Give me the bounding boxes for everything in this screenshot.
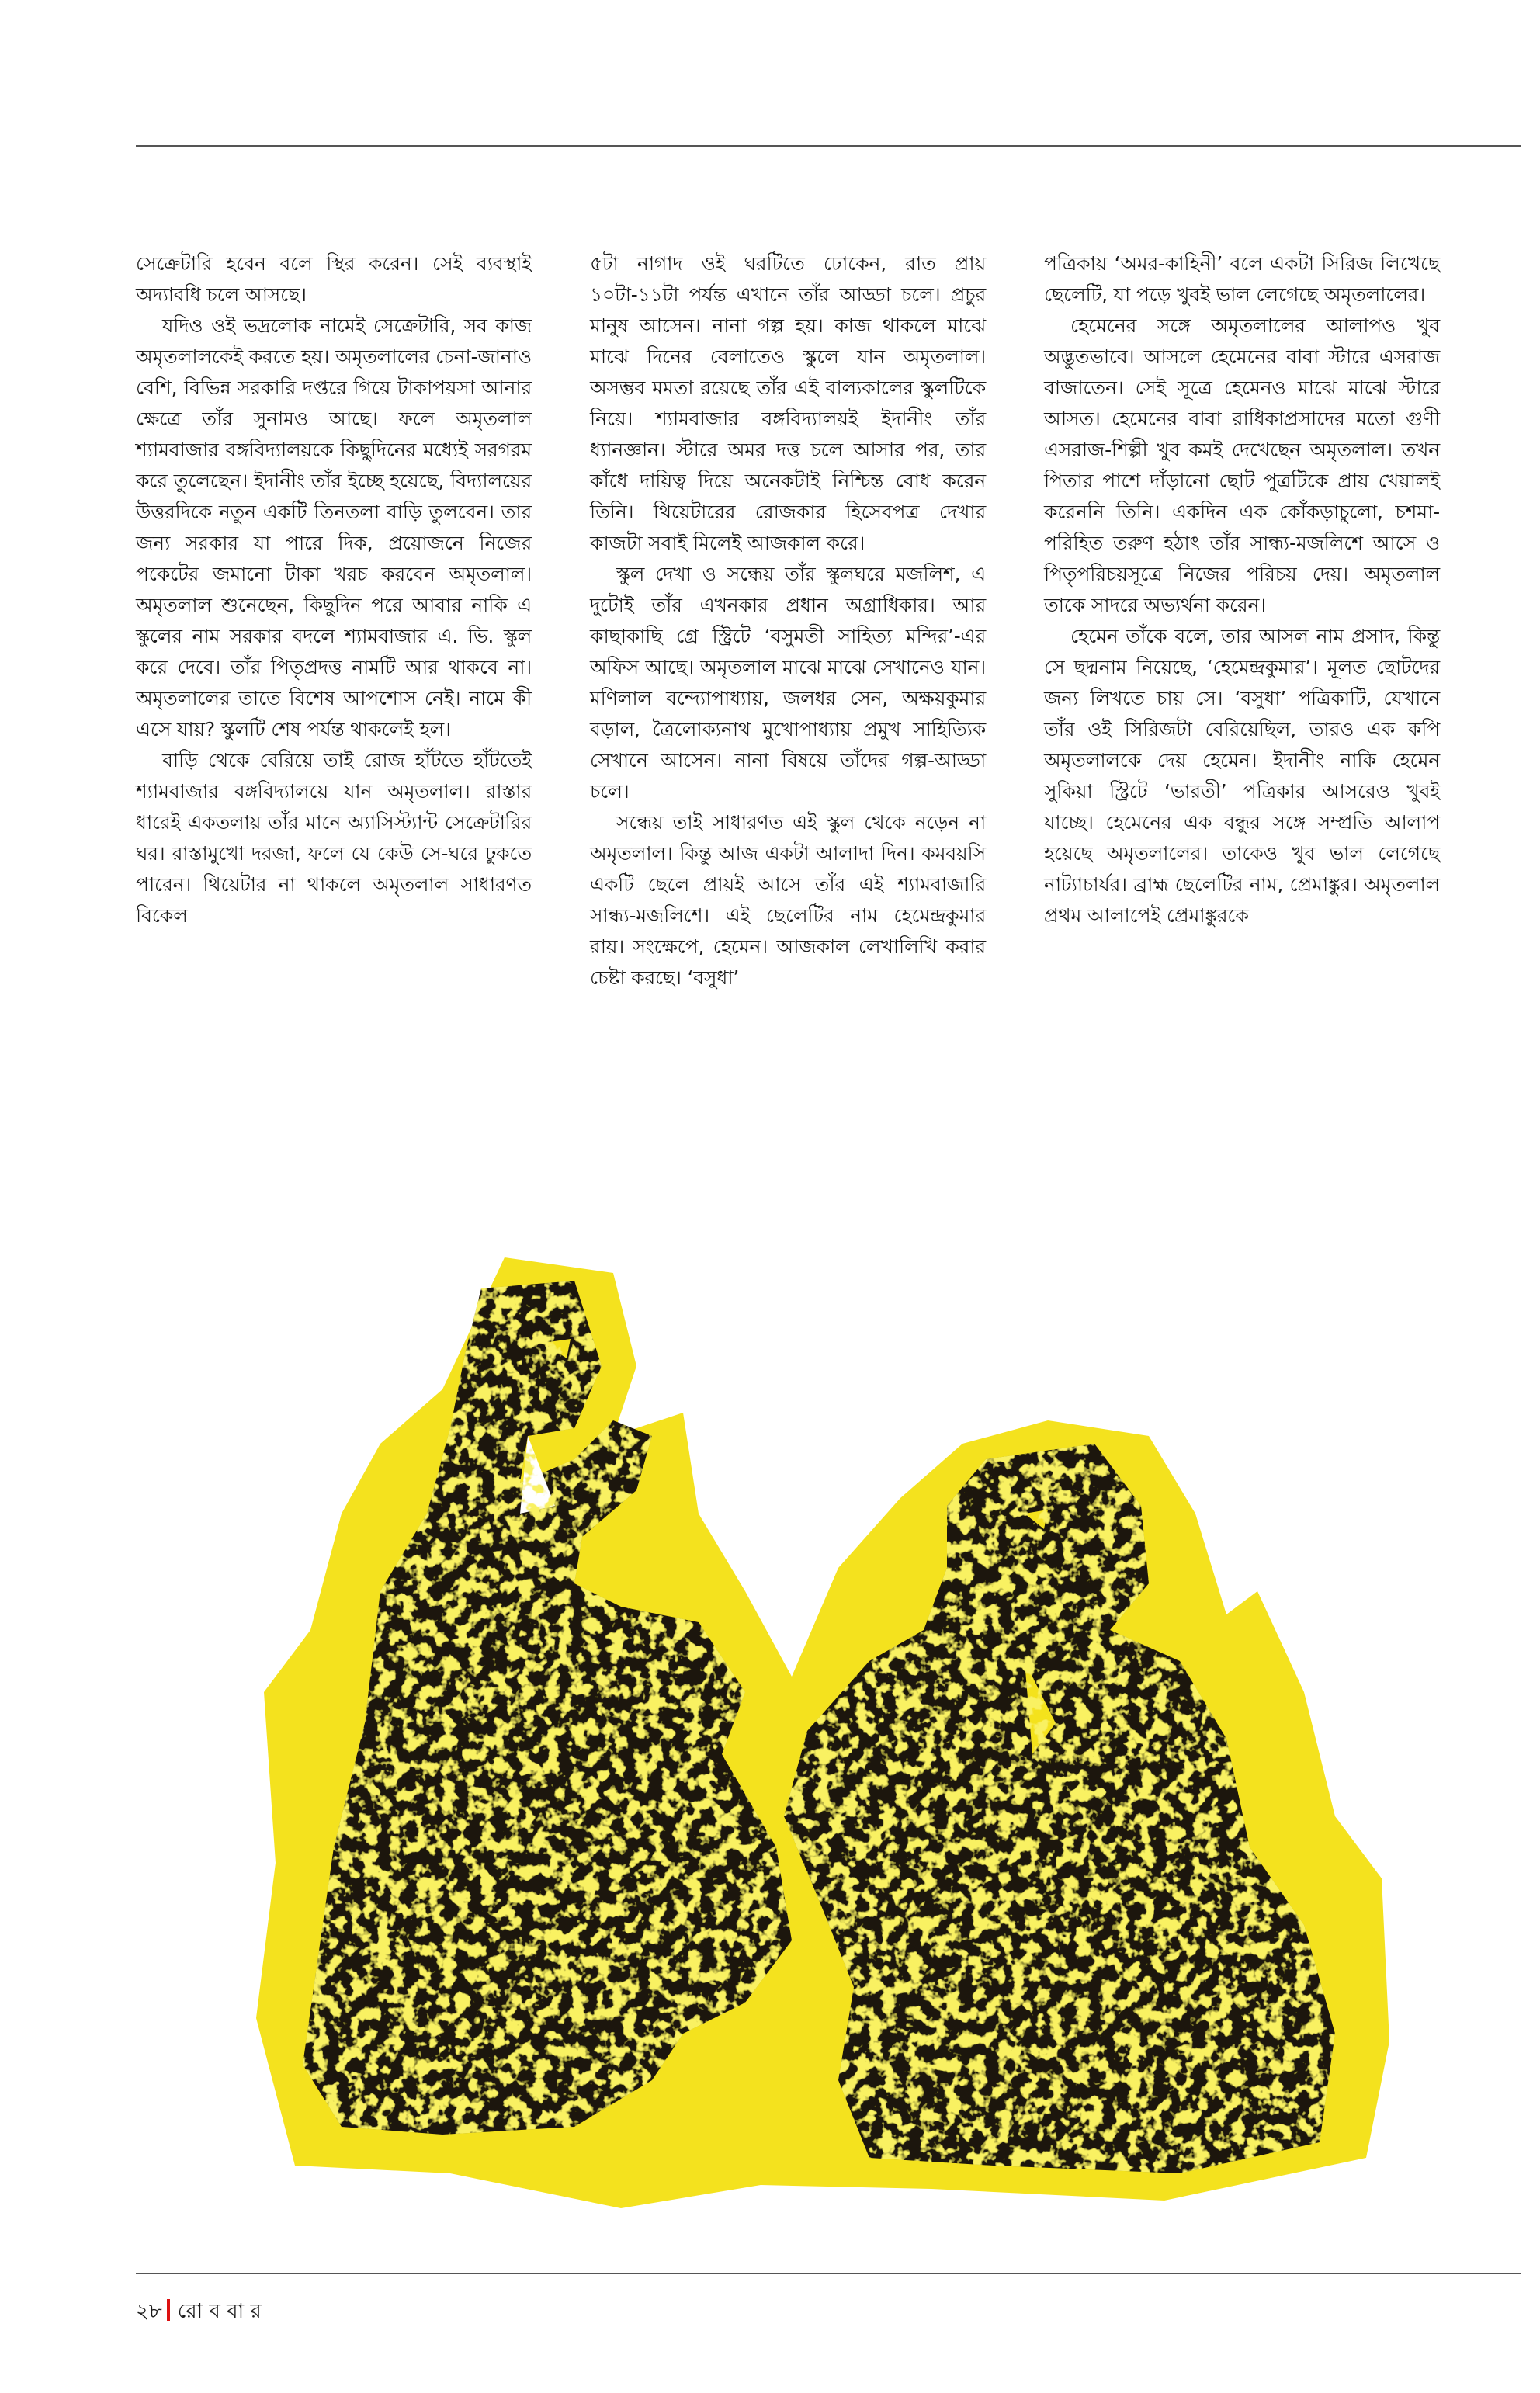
left-figure xyxy=(303,1281,792,2135)
top-rule xyxy=(136,145,1521,147)
two-figures-illustration xyxy=(248,1257,1397,2212)
paragraph: স্কুল দেখা ও সন্ধেয় তাঁর স্কুলঘরে মজলিশ, এ দুটোই তাঁর এখনকার প্রধান অগ্রাধিকার। আর কাছাকাছি গ্রে স্ট্রিটে ‘বসুমতী সাহিত্য মন্দির’-এর অফিস আছে। অমৃতলাল মাঝে মাঝে সেখানেও যান। মণিলাল বন্দ্যোপাধ্যায়, জলধর সেন, অক্ষয়কুমার বড়াল, ত্রৈলোক্যনাথ মুখোপাধ্যায় প্রমুখ সাহিত্যিক সেখানে আসেন। নানা বিষয়ে তাঁদের গল্প-আড্ডা চলে। xyxy=(590,563,986,803)
text-column-2 xyxy=(590,248,986,994)
bottom-rule xyxy=(136,2273,1521,2274)
paragraph: যদিও ওই ভদ্রলোক নামেই সেক্রেটারি, সব কাজ অমৃতলালকেই করতে হয়। অমৃতলালের চেনা-জানাও বেশি, বিভিন্ন সরকারি দপ্তরে গিয়ে টাকাপয়সা আনার ক্ষেত্রে তাঁর সুনামও আছে। ফলে অমৃতলাল শ্যামবাজার বঙ্গবিদ্যালয়কে কিছুদিনের মধ্যেই সরগরম করে তুলেছেন। ইদানীং তাঁর ইচ্ছে হয়েছে, বিদ্যালয়ের উত্তরদিকে নতুন একটি তিনতলা বাড়ি তুলবেন। তার জন্য সরকার যা পারে দিক, প্রয়োজনে নিজের পকেটের জমানো টাকা খরচ করবেন অমৃতলাল। অমৃতলাল শুনেছেন, কিছুদিন পরে আবার নাকি এ স্কুলের নাম সরকার বদলে শ্যামবাজার এ. ভি. স্কুল করে দেবে। তাঁর পিতৃপ্রদত্ত নামটি আর থাকবে না। অমৃতলালের তাতে বিশেষ আপশোস নেই। নামে কী এসে যায়? স্কুলটি শেষ পর্যন্ত থাকলেই হল। xyxy=(136,314,532,740)
paragraph: সেক্রেটারি হবেন বলে স্থির করেন। সেই ব্যবস্থাই অদ্যাবধি চলে আসছে। xyxy=(136,252,532,306)
magazine-name: রো ব বা র xyxy=(177,2300,262,2323)
text-column-3 xyxy=(1044,248,1440,931)
paragraph: ৫টা নাগাদ ওই ঘরটিতে ঢোকেন, রাত প্রায় ১০টা-১১টা পর্যন্ত এখানে তাঁর আড্ডা চলে। প্রচুর মানুষ আসেন। নানা গল্প হয়। কাজ থাকলে মাঝে মাঝে দিনের বেলাতেও স্কুলে যান অমৃতলাল। অসম্ভব মমতা রয়েছে তাঁর এই বাল্যকালের স্কুলটিকে নিয়ে। শ্যামবাজার বঙ্গবিদ্যালয়ই ইদানীং তাঁর ধ্যানজ্ঞান। স্টারে অমর দত্ত চলে আসার পর, তার কাঁধে দায়িত্ব দিয়ে অনেকটাই নিশ্চিন্ত বোধ করেন তিনি। থিয়েটারের রোজকার হিসেবপত্র দেখার কাজটা সবাই মিলেই আজকাল করে। xyxy=(590,252,986,554)
paragraph: সন্ধেয় তাই সাধারণত এই স্কুল থেকে নড়েন না অমৃতলাল। কিন্তু আজ একটা আলাদা দিন। কমবয়সি একটি ছেলে প্রায়ই আসে তাঁর এই শ্যামবাজারি সান্ধ্য-মজলিশে। এই ছেলেটির নাম হেমেন্দ্রকুমার রায়। সংক্ষেপে, হেমেন। আজকাল লেখালিখি করার চেষ্টা করছে। ‘বসুধা’ xyxy=(590,811,986,989)
page-number: ২৮ xyxy=(136,2300,162,2323)
paragraph: হেমেনের সঙ্গে অমৃতলালের আলাপও খুব অদ্ভুতভাবে। আসলে হেমেনের বাবা স্টারে এসরাজ বাজাতেন। সেই সূত্রে হেমেনও মাঝে মাঝে স্টারে আসত। হেমেনের বাবা রাধিকাপ্রসাদের মতো গুণী এসরাজ-শিল্পী খুব কমই দেখেছেন অমৃতলাল। তখন পিতার পাশে দাঁড়ানো ছোট পুত্রটিকে প্রায় খেয়ালই করেননি তিনি। একদিন এক কোঁকড়াচুলো, চশমা-পরিহিত তরুণ হঠাৎ তাঁর সান্ধ্য-মজলিশে আসে ও পিতৃপরিচয়সূত্রে নিজের পরিচয় দেয়। অমৃতলাল তাকে সাদরে অভ্যর্থনা করেন। xyxy=(1044,314,1440,616)
page-footer xyxy=(136,2296,262,2327)
footer-separator xyxy=(167,2299,170,2321)
paragraph: বাড়ি থেকে বেরিয়ে তাই রোজ হাঁটতে হাঁটতেই শ্যামবাজার বঙ্গবিদ্যালয়ে যান অমৃতলাল। রাস্তার ধারেই একতলায় তাঁর মানে অ্যাসিস্ট্যান্ট সেক্রেটারির ঘর। রাস্তামুখো দরজা, ফলে যে কেউ সে-ঘরে ঢুকতে পারেন। থিয়েটার না থাকলে অমৃতলাল সাধারণত বিকেল xyxy=(136,749,532,927)
text-column-1 xyxy=(136,248,532,931)
paragraph: পত্রিকায় ‘অমর-কাহিনী’ বলে একটা সিরিজ লিখেছে ছেলেটি, যা পড়ে খুবই ভাল লেগেছে অমৃতলালের। xyxy=(1044,252,1440,306)
paragraph: হেমেন তাঁকে বলে, তার আসল নাম প্রসাদ, কিন্তু সে ছদ্মনাম নিয়েছে, ‘হেমেন্দ্রকুমার’। মূলত ছোটদের জন্য লিখতে চায় সে। ‘বসুধা’ পত্রিকাটি, যেখানে তাঁর ওই সিরিজটা বেরিয়েছিল, তারও এক কপি অমৃতলালকে দেয় হেমেন। ইদানীং নাকি হেমেন সুকিয়া স্ট্রিটে ‘ভারতী’ পত্রিকার আসরেও খুবই যাচ্ছে। হেমেনের এক বন্ধুর সঙ্গে সম্প্রতি আলাপ হয়েছে অমৃতলালের। তাকেও খুব ভাল লেগেছে নাট্যাচার্যর। ব্রাহ্ম ছেলেটির নাম, প্রেমাঙ্কুর। অমৃতলাল প্রথম আলাপেই প্রেমাঙ্কুরকে xyxy=(1044,625,1440,927)
